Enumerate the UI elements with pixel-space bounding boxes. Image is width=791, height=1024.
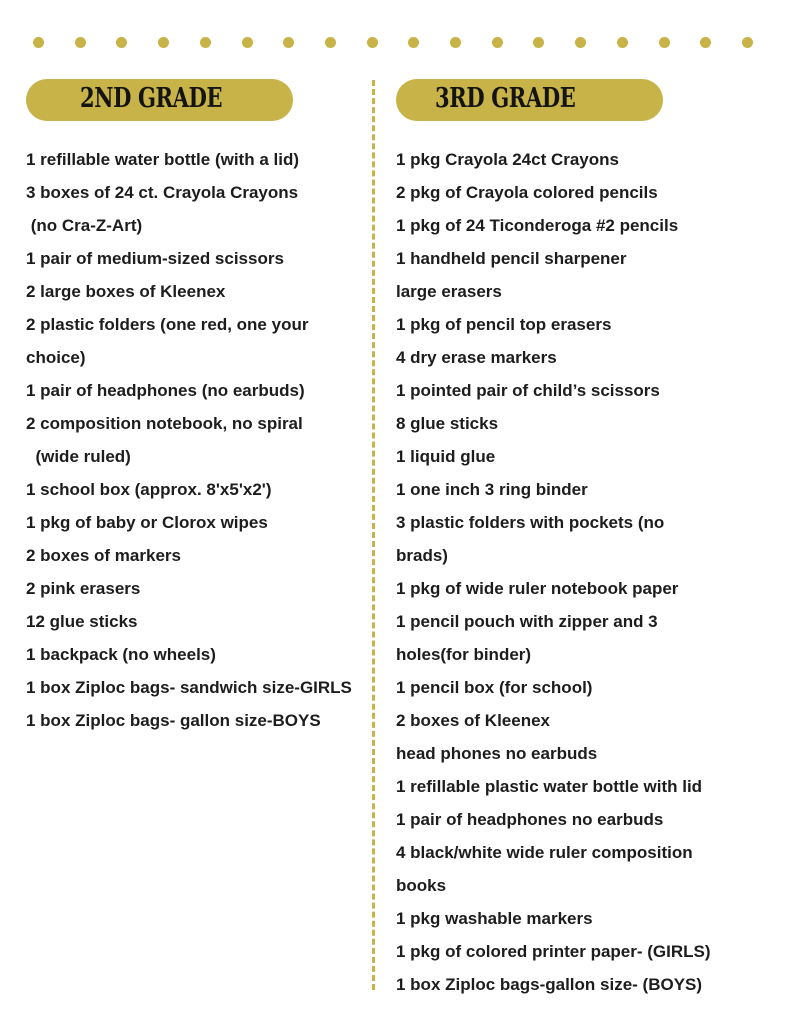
supply-item: (wide ruled) <box>26 447 131 466</box>
supply-item: books <box>396 876 447 895</box>
decorative-dot <box>242 37 253 48</box>
supply-item: 1 pkg of 24 Ticonderoga #2 pencils <box>396 216 679 235</box>
decorative-dot <box>33 37 44 48</box>
supply-item: 3 plastic folders with pockets (no <box>396 513 665 532</box>
supply-item: 1 backpack (no wheels) <box>26 645 216 664</box>
supply-item: 1 refillable plastic water bottle with lid <box>396 777 703 796</box>
decorative-dot <box>158 37 169 48</box>
supply-item: 1 pkg of wide ruler notebook paper <box>396 579 679 598</box>
decorative-dot <box>575 37 586 48</box>
supply-item: 2 pkg of Crayola colored pencils <box>396 183 658 202</box>
column-divider <box>372 80 375 990</box>
supply-item: 1 pointed pair of child’s scissors <box>396 381 660 400</box>
supply-item: 1 one inch 3 ring binder <box>396 480 588 499</box>
supply-item: 1 box Ziploc bags- gallon size-BOYS <box>26 711 321 730</box>
decorative-dot-row <box>33 37 753 49</box>
supply-item: 8 glue sticks <box>396 414 499 433</box>
supply-item: 4 black/white wide ruler composition <box>396 843 693 862</box>
supply-item: 2 composition notebook, no spiral <box>26 414 303 433</box>
supply-item: 3 boxes of 24 ct. Crayola Crayons <box>26 183 299 202</box>
decorative-dot <box>659 37 670 48</box>
supply-item: 2 boxes of markers <box>26 546 181 565</box>
decorative-dot <box>742 37 753 48</box>
supply-item: 1 pair of headphones (no earbuds) <box>26 381 305 400</box>
supply-item: 1 box Ziploc bags- sandwich size-GIRLS <box>26 678 352 697</box>
supply-item: 1 pkg washable markers <box>396 909 593 928</box>
supply-item: 12 glue sticks <box>26 612 138 631</box>
supply-item: 2 plastic folders (one red, one your <box>26 315 309 334</box>
supply-item: 1 pkg of pencil top erasers <box>396 315 612 334</box>
decorative-dot <box>492 37 503 48</box>
decorative-dot <box>450 37 461 48</box>
supply-item: 1 pencil box (for school) <box>396 678 593 697</box>
supply-item: 1 pair of headphones no earbuds <box>396 810 664 829</box>
supply-item: 1 box Ziploc bags-gallon size- (BOYS) <box>396 975 703 994</box>
decorative-dot <box>283 37 294 48</box>
supply-item: large erasers <box>396 282 502 301</box>
supply-item: 4 dry erase markers <box>396 348 557 367</box>
decorative-dot <box>116 37 127 48</box>
decorative-dot <box>200 37 211 48</box>
supply-item: 1 school box (approx. 8'x5'x2') <box>26 480 272 499</box>
grade2-heading: 2ND GRADE <box>80 83 223 114</box>
supply-item: (no Cra-Z-Art) <box>26 216 143 235</box>
grade3-supply-list <box>396 143 756 1001</box>
supply-item: 2 large boxes of Kleenex <box>26 282 226 301</box>
supply-item: 1 pkg of baby or Clorox wipes <box>26 513 268 532</box>
supply-item: 2 boxes of Kleenex <box>396 711 551 730</box>
supply-item: 1 pair of medium-sized scissors <box>26 249 284 268</box>
decorative-dot <box>367 37 378 48</box>
supply-item: choice) <box>26 348 86 367</box>
decorative-dot <box>700 37 711 48</box>
supply-item: head phones no earbuds <box>396 744 598 763</box>
supply-item: 1 pencil pouch with zipper and 3 <box>396 612 658 631</box>
decorative-dot <box>325 37 336 48</box>
supply-item: 1 pkg Crayola 24ct Crayons <box>396 150 619 169</box>
decorative-dot <box>75 37 86 48</box>
supply-item: 2 pink erasers <box>26 579 141 598</box>
grade3-heading: 3RD GRADE <box>435 83 576 114</box>
supply-item: 1 pkg of colored printer paper- (GIRLS) <box>396 942 711 961</box>
decorative-dot <box>533 37 544 48</box>
supply-item: 1 liquid glue <box>396 447 496 466</box>
grade2-supply-list <box>26 143 366 737</box>
supply-item: brads) <box>396 546 448 565</box>
supply-item: 1 handheld pencil sharpener <box>396 249 627 268</box>
decorative-dot <box>408 37 419 48</box>
supply-item: 1 refillable water bottle (with a lid) <box>26 150 299 169</box>
supply-item: holes(for binder) <box>396 645 532 664</box>
decorative-dot <box>617 37 628 48</box>
